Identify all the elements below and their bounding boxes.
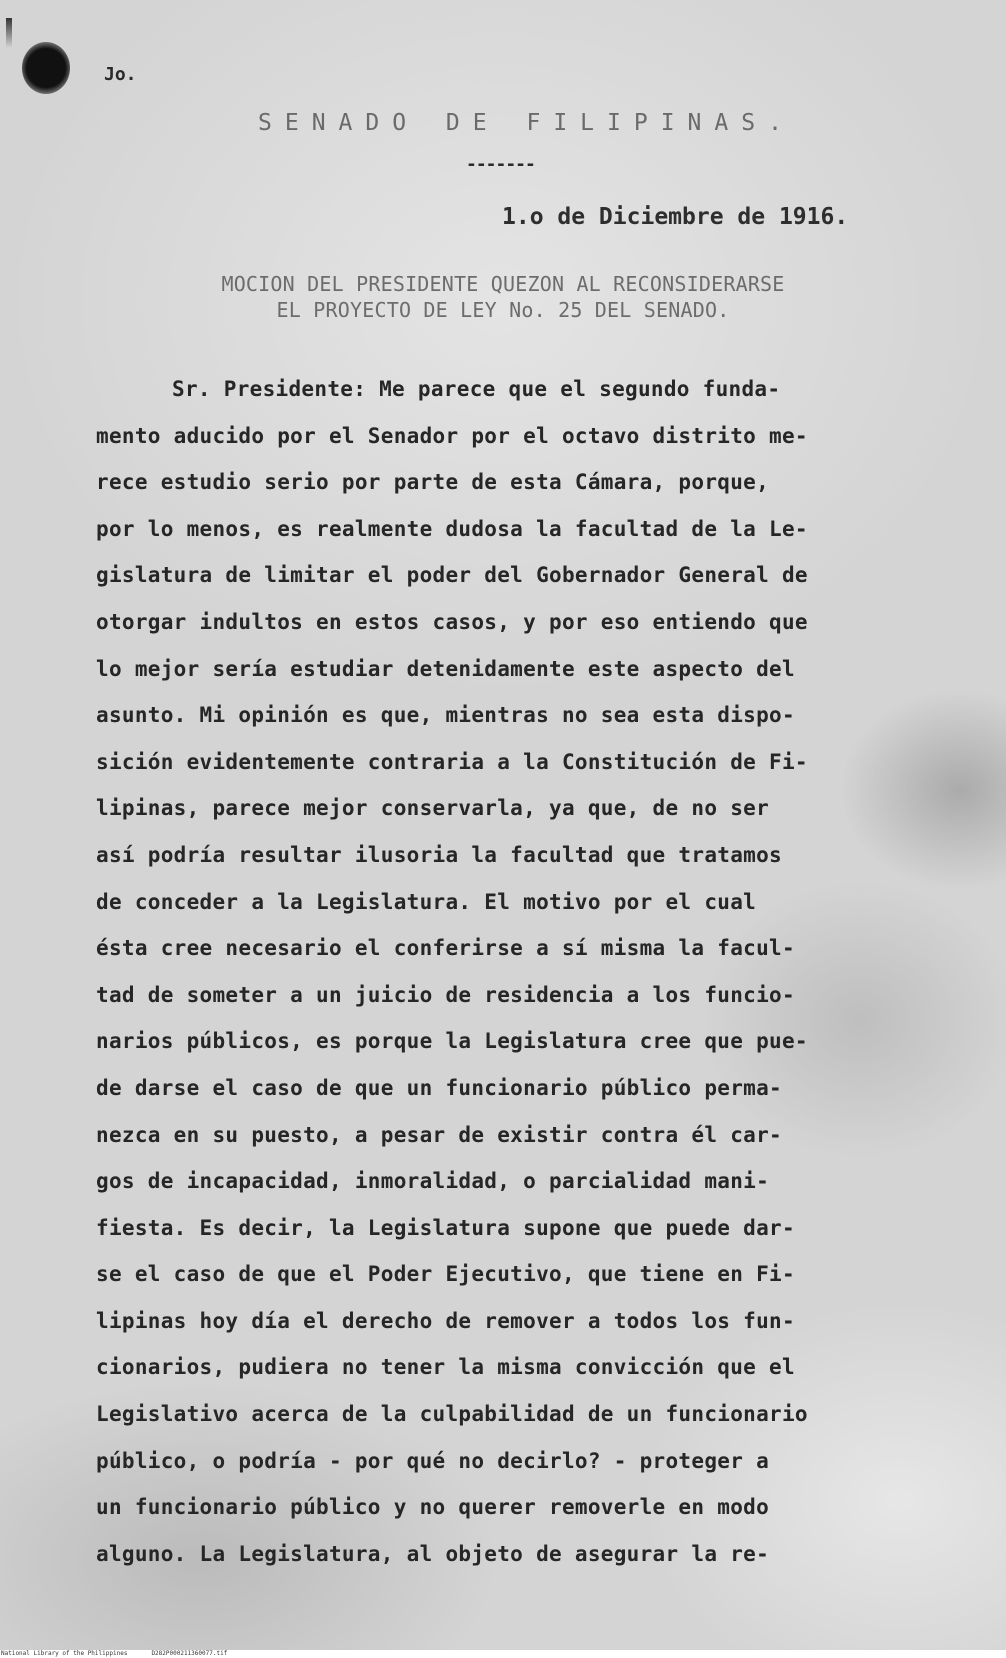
date-line: 1.o de Diciembre de 1916. — [502, 204, 849, 230]
scan-footer — [0, 1650, 1006, 1658]
body-line: alguno. La Legislatura, al objeto de asegurar la re- — [96, 1541, 770, 1566]
header-rule: ------- — [466, 154, 535, 175]
body-line: de conceder a la Legislatura. El motivo por el cual — [96, 889, 757, 914]
body-line: lipinas, parece mejor conservarla, ya que, de no ser — [96, 796, 770, 821]
body-line: por lo menos, es realmente dudosa la facultad de la Le- — [96, 516, 808, 541]
body-line: fiesta. Es decir, la Legislatura supone que puede dar- — [96, 1215, 795, 1240]
subtitle-line: MOCION DEL PRESIDENTE QUEZON AL RECONSIDERARSE — [221, 272, 785, 296]
footer-source: National Library of the Philippines — [1, 1650, 128, 1657]
body-line: cionarios, pudiera no tener la misma convicción que el — [96, 1355, 795, 1380]
subtitle-line: EL PROYECTO DE LEY No. 25 DEL SENADO. — [276, 298, 730, 322]
body-line: ésta cree necesario el conferirse a sí misma la facul- — [96, 936, 795, 961]
body-line: de darse el caso de que un funcionario público perma- — [96, 1075, 782, 1100]
body-line: tad de someter a un juicio de residencia a los funcio- — [96, 982, 795, 1007]
body-line: así podría resultar ilusoria la facultad que tratamos — [96, 842, 782, 867]
body-line: lo mejor sería estudiar detenidamente este aspecto del — [96, 656, 795, 681]
body-line: lipinas hoy día el derecho de remover a todos los fun- — [96, 1308, 795, 1333]
body-line: gislatura de limitar el poder del Gobernador General de — [96, 563, 808, 588]
body-line: nezca en su puesto, a pesar de existir contra él car- — [96, 1122, 782, 1147]
body-line: gos de incapacidad, inmoralidad, o parcialidad mani- — [96, 1169, 770, 1194]
body-line: Sr. Presidente: Me parece que el segundo funda- — [172, 377, 781, 401]
body-line: un funcionario público y no querer removerle en modo — [96, 1495, 770, 1520]
ink-blot — [22, 42, 70, 94]
header-title: SENADO DE FILIPINAS. — [258, 110, 795, 136]
footer-file-name: D282P000211360077.tif — [151, 1650, 228, 1657]
body-line: mento aducido por el Senador por el octavo distrito me- — [96, 423, 808, 448]
body-line: Legislativo acerca de la culpabilidad de un funcionario — [96, 1402, 808, 1427]
body-line: narios públicos, es porque la Legislatura cree que pue- — [96, 1029, 808, 1054]
corner-mark — [6, 18, 12, 48]
body-line: rece estudio serio por parte de esta Cámara, porque, — [96, 470, 770, 495]
page-marker: Jo. — [104, 64, 137, 85]
body-line: público, o podría - por qué no decirlo? - proteger a — [96, 1448, 770, 1473]
body-line: otorgar indultos en estos casos, y por eso entiendo que — [96, 609, 808, 634]
body-line: asunto. Mi opinión es que, mientras no sea esta dispo- — [96, 703, 795, 728]
body-text — [96, 366, 896, 1577]
body-line: sición evidentemente contraria a la Constitución de Fi- — [96, 749, 808, 774]
body-line: se el caso de que el Poder Ejecutivo, que tiene en Fi- — [96, 1262, 795, 1287]
